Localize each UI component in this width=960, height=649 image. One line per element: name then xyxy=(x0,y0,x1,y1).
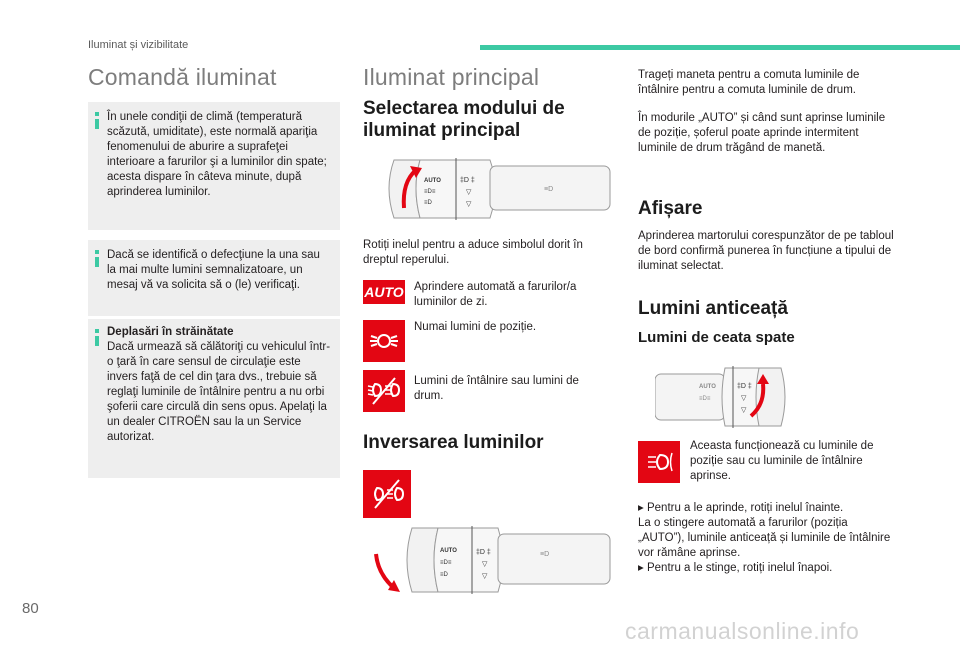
svg-text:‡D ‡: ‡D ‡ xyxy=(737,383,752,390)
info-box-fogging xyxy=(88,102,340,230)
svg-text:‡D ‡: ‡D ‡ xyxy=(460,177,475,184)
section-subtitle-rear-fog: Lumini de ceata spate xyxy=(638,329,795,346)
svg-text:‡D ‡: ‡D ‡ xyxy=(476,549,491,556)
item-auto-text: Aprindere automată a farurilor/a luminilor de zi. xyxy=(414,281,577,308)
fog-on-text: Pentru a le aprinde, rotiți inelul înainte. xyxy=(646,502,844,514)
section-title-display: Afișare xyxy=(638,198,703,219)
watermark: carmanualsonline.info xyxy=(625,618,860,644)
fog-auto-text: La o stingere automată a farurilor (poziția „AUTO”), luminile anticeață și luminile de întâlnire vor rămâne aprinse. xyxy=(638,517,891,559)
rear-fog-icon xyxy=(638,441,680,483)
svg-text:▽: ▽ xyxy=(466,189,472,196)
info-title-abroad: Deplasări în străinătate xyxy=(107,326,234,338)
middle-title: Iluminat principal xyxy=(363,64,540,90)
info-text-fogging: În unele condiţii de climă (temperatură scăzută, umiditate), este normală apariţia fenomenului de aburire a suprafeţei interioare a farurilor şi a luminilor din spate; acesta dispare în câteva minute, după aprinderea luminilor. xyxy=(107,111,327,198)
svg-text:≡D≡: ≡D≡ xyxy=(699,396,711,402)
bullet-icon: ▸ xyxy=(638,562,644,574)
svg-text:AUTO: AUTO xyxy=(440,548,457,554)
svg-text:≡D: ≡D xyxy=(440,572,448,578)
instruction-text: Rotiți inelul pentru a aduce simbolul dorit în dreptul reperului. xyxy=(363,239,583,266)
section-title-inversion: Inversarea luminilor xyxy=(363,432,544,453)
flash-text: Trageți maneta pentru a comuta luminile de întâlnire pentru a comuta luminile de drum. xyxy=(638,69,860,96)
auto-icon: AUTO xyxy=(363,280,405,304)
section-title-select-mode: Selectarea modului de iluminat principal xyxy=(363,98,565,141)
info-box-defect xyxy=(88,240,340,316)
info-text-abroad: Dacă urmează să călătoriţi cu vehiculul într-o ţară în care sensul de circulaţie este invers faţă de cel din ţara dvs., trebuie să reglaţi luminile de întâlnire pentru a nu orbi şoferii care circulă din sens opus. Apelaţi la un dealer CITROËN sau la un Service autorizat. xyxy=(107,341,331,443)
info-icon xyxy=(95,119,99,129)
header-rule xyxy=(480,45,960,50)
svg-text:▽: ▽ xyxy=(741,395,747,402)
svg-text:≡D: ≡D xyxy=(544,186,554,193)
svg-text:▽: ▽ xyxy=(482,561,488,568)
info-icon xyxy=(95,336,99,346)
auto-flash-text: În modurile „AUTO” și când sunt aprinse luminile de poziție, șoferul poate aprinde intermitent luminile de drum trăgând de manetă. xyxy=(638,112,886,154)
stalk-flash-illustration xyxy=(372,518,616,600)
light-stalk-illustration xyxy=(380,152,616,226)
svg-text:▽: ▽ xyxy=(466,201,472,208)
svg-text:≡D: ≡D xyxy=(424,200,432,206)
svg-text:AUTO: AUTO xyxy=(424,178,441,184)
info-text-defect: Dacă se identifică o defecţiune la una sau la mai multe lumini semnalizatoare, un mesaj vă va solicita să o (le) verificaţi. xyxy=(107,249,320,291)
headlights-icon xyxy=(363,370,405,412)
fog-off-text: Pentru a le stinge, rotiți inelul înapoi. xyxy=(646,562,833,574)
bullet-icon: ▸ xyxy=(638,502,644,514)
svg-text:≡D≡: ≡D≡ xyxy=(440,560,452,566)
fog-instructions xyxy=(638,501,896,576)
item-headlights-text: Lumini de întâlnire sau lumini de drum. xyxy=(414,375,579,402)
info-icon xyxy=(95,257,99,267)
svg-text:≡D: ≡D xyxy=(540,551,550,558)
fog-item-text: Aceasta funcționează cu luminile de poziție sau cu luminile de întâlnire aprinse. xyxy=(690,440,874,482)
fog-stalk-illustration xyxy=(655,362,891,432)
item-position-text: Numai lumini de poziție. xyxy=(414,321,537,333)
display-text: Aprinderea martorului corespunzător de pe tabloul de bord confirmă punerea în funcțiune a tipului de iluminat selectat. xyxy=(638,230,894,272)
info-box-abroad xyxy=(88,319,340,478)
svg-text:≡D≡: ≡D≡ xyxy=(424,189,436,195)
beam-switch-icon xyxy=(363,470,411,518)
section-header: Iluminat și vizibilitate xyxy=(88,39,189,51)
left-title: Comandă iluminat xyxy=(88,64,277,90)
page-number: 80 xyxy=(22,600,39,617)
svg-text:▽: ▽ xyxy=(482,573,488,580)
svg-text:AUTO: AUTO xyxy=(699,384,716,390)
position-lights-icon xyxy=(363,320,405,362)
section-title-fog: Lumini anticeață xyxy=(638,298,788,319)
svg-text:▽: ▽ xyxy=(741,407,747,414)
